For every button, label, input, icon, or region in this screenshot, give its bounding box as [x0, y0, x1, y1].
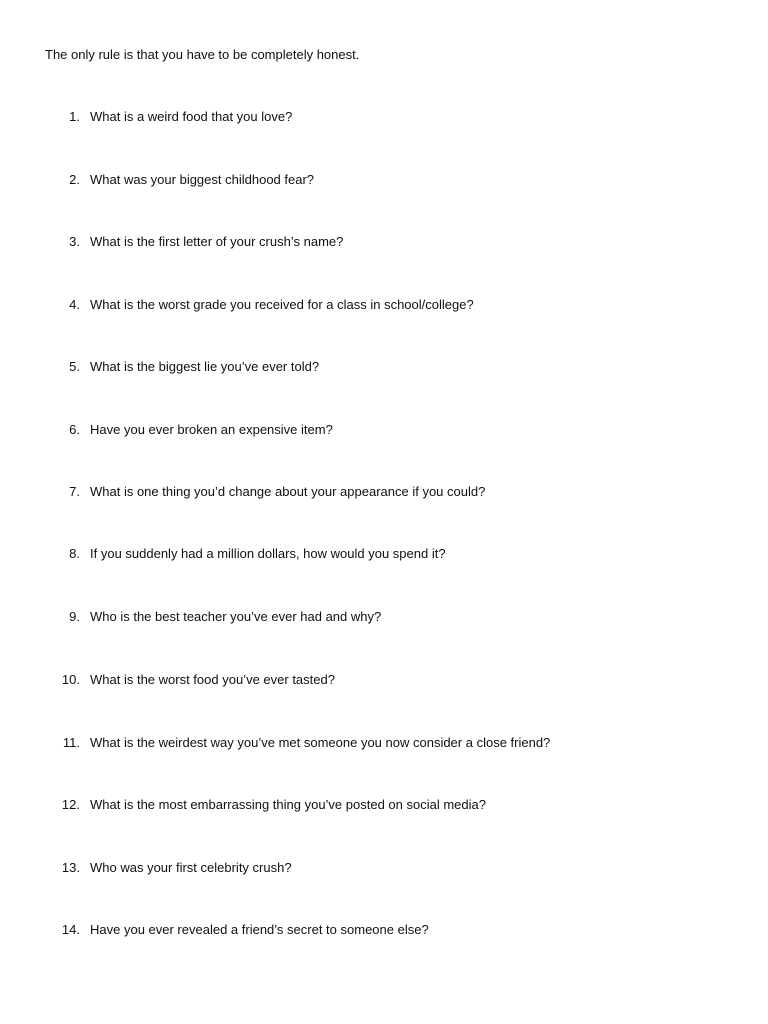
question-number: 14. [61, 922, 80, 937]
question-text: What is the worst food you’ve ever tasted? [90, 672, 335, 687]
question-text: What is the biggest lie you’ve ever told? [90, 359, 320, 374]
question-text: What is the first letter of your crush’s name? [90, 234, 344, 249]
question-number: 2. [69, 172, 80, 187]
question-number: 4. [69, 297, 80, 312]
question-number: 8. [69, 546, 80, 561]
question-text: If you suddenly had a million dollars, how would you spend it? [90, 546, 446, 561]
question-text: What is one thing you’d change about your appearance if you could? [90, 484, 486, 499]
question-text: What was your biggest childhood fear? [90, 172, 315, 187]
question-number: 5. [69, 359, 80, 374]
intro-text: The only rule is that you have to be completely honest. [45, 47, 360, 62]
question-number: 3. [69, 234, 80, 249]
question-number: 13. [61, 860, 80, 875]
question-number: 11. [62, 735, 80, 750]
question-number: 1. [69, 109, 80, 124]
question-number: 6. [69, 422, 80, 437]
question-text: Have you ever revealed a friend’s secret to someone else? [90, 922, 429, 937]
question-number: 9. [69, 609, 80, 624]
question-text: Who was your first celebrity crush? [90, 860, 292, 875]
question-number: 10. [61, 672, 80, 687]
question-text: What is the worst grade you received for a class in school/college? [90, 297, 474, 312]
question-text: What is the most embarrassing thing you’ve posted on social media? [90, 797, 486, 812]
question-text: What is the weirdest way you’ve met someone you now consider a close friend? [90, 735, 551, 750]
question-number: 7. [69, 484, 80, 499]
question-text: Who is the best teacher you’ve ever had and why? [90, 609, 382, 624]
question-text: What is a weird food that you love? [90, 109, 293, 124]
question-number: 12. [61, 797, 80, 812]
question-text: Have you ever broken an expensive item? [90, 422, 333, 437]
